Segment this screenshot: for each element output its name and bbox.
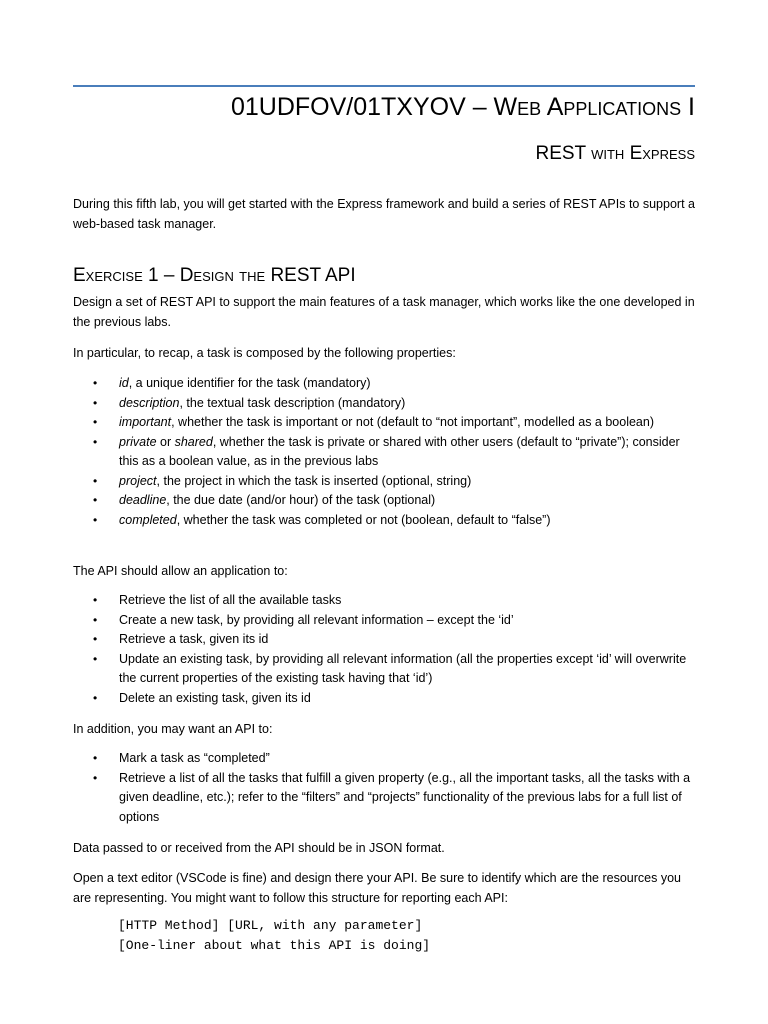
exercise-description: Design a set of REST API to support the main features of a task manager, which works like the one developed in the previous labs. <box>73 295 695 329</box>
code-line: [One-liner about what this API is doing] <box>118 938 431 953</box>
bullet-icon: • <box>93 593 98 607</box>
list-item: • Mark a task as “completed” <box>73 749 695 769</box>
bullet-icon: • <box>93 473 98 488</box>
header-rule <box>73 85 695 87</box>
document-title: 01UDFOV/01TXYOV – Web Applications I <box>230 93 695 121</box>
list-item: • private or shared, whether the task is private or shared with other users (default to “private”); consider this as a boolean value, as in the previous labs <box>93 434 680 468</box>
list-item: • important, whether the task is important or not (default to “not important”, modelled as a boolean) <box>73 413 695 433</box>
list-item: • id, a unique identifier for the task (mandatory) <box>73 374 695 394</box>
operations-list <box>73 591 695 708</box>
bullet-icon: • <box>93 434 98 449</box>
bullet-icon: • <box>93 395 98 410</box>
list-item: • Delete an existing task, given its id <box>73 689 695 709</box>
bullet-icon: • <box>93 493 98 507</box>
list-item: • completed, whether the task was completed or not (boolean, default to “false”) <box>73 511 695 531</box>
properties-intro: In particular, to recap, a task is composed by the following properties: <box>73 346 456 360</box>
intro-paragraph: During this fifth lab, you will get started with the Express framework and build a series of REST APIs to support a web-based task manager. <box>73 197 695 231</box>
list-item: • project, the project in which the task is inserted (optional, string) <box>73 472 695 492</box>
bullet-icon: • <box>93 632 98 646</box>
bullet-icon: • <box>93 612 98 627</box>
bullet-icon: • <box>93 690 98 705</box>
list-item: • Update an existing task, by providing all relevant information (all the properties except ‘id’ will overwrite the current properties of the existing task having that ‘id’) <box>93 651 687 685</box>
bullet-icon: • <box>93 770 98 785</box>
bullet-icon: • <box>93 415 98 429</box>
document-subtitle: REST with Express <box>535 143 695 164</box>
properties-list <box>73 374 695 530</box>
json-note: Data passed to or received from the API should be in JSON format. <box>73 841 445 855</box>
bullet-icon: • <box>93 512 98 527</box>
bullet-icon: • <box>93 376 98 390</box>
list-item: • deadline, the due date (and/or hour) of the task (optional) <box>73 491 695 511</box>
bullet-icon: • <box>93 651 98 666</box>
code-line: [HTTP Method] [URL, with any parameter] <box>118 918 423 933</box>
extras-list <box>73 749 695 827</box>
editor-instructions: Open a text editor (VSCode is fine) and design there your API. Be sure to identify which are the resources you are representing. You might want to follow this structure for reporting each API: <box>73 871 681 905</box>
list-item: • Retrieve a task, given its id <box>73 630 695 650</box>
extras-intro: In addition, you may want an API to: <box>73 722 273 736</box>
api-template-code <box>118 916 430 956</box>
operations-intro: The API should allow an application to: <box>73 564 288 578</box>
list-item: • description, the textual task description (mandatory) <box>73 394 695 414</box>
list-item: • Create a new task, by providing all relevant information – except the ‘id’ <box>73 611 695 631</box>
list-item: • Retrieve a list of all the tasks that fulfill a given property (e.g., all the important tasks, all the tasks with a given deadline, etc.); refer to the “filters” and “projects” functionality of the previous labs for a full list of options <box>93 770 691 824</box>
bullet-icon: • <box>93 751 98 765</box>
list-item: • Retrieve the list of all the available tasks <box>73 591 695 611</box>
exercise-heading: Exercise 1 – Design the REST API <box>73 265 356 286</box>
